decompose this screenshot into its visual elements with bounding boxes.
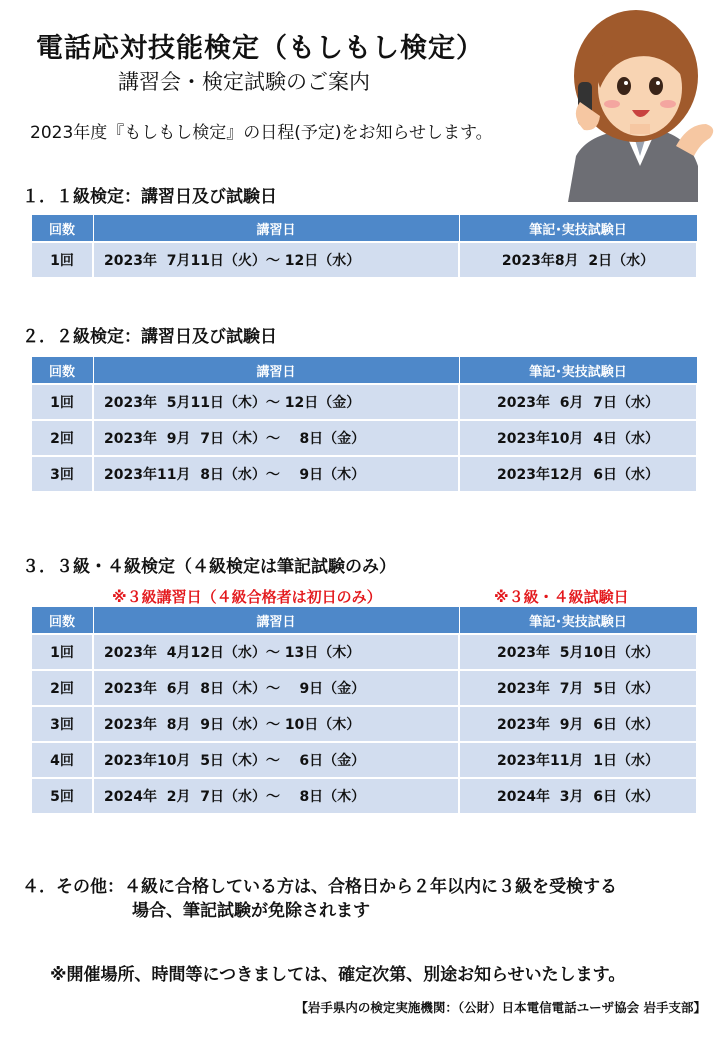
row-number: 1回 bbox=[31, 242, 93, 278]
header-times: 回数 bbox=[31, 607, 93, 635]
exam-date: 2023年8月 2日（水） bbox=[459, 242, 697, 278]
lecture-date: 2023年 4月12日（水）～ 13日（木） bbox=[93, 634, 459, 670]
header-times: 回数 bbox=[31, 357, 93, 385]
schedule-table-3 bbox=[30, 606, 698, 815]
exam-date: 2023年 5月10日（水） bbox=[459, 634, 697, 670]
section-2-heading: ２．２級検定：講習日及び試験日 bbox=[22, 327, 277, 347]
exam-date: 2023年10月 4日（水） bbox=[459, 420, 697, 456]
table-row bbox=[31, 634, 697, 670]
page-title: 電話応対技能検定（もしもし検定） bbox=[36, 33, 484, 64]
exam-date: 2023年 6月 7日（水） bbox=[459, 384, 697, 420]
exam-date: 2023年12月 6日（水） bbox=[459, 456, 697, 492]
exam-date: 2024年 3月 6日（水） bbox=[459, 778, 697, 814]
exam-date: 2023年 9月 6日（水） bbox=[459, 706, 697, 742]
lecture-date: 2024年 2月 7日（水）～ 8日（木） bbox=[93, 778, 459, 814]
row-number: 2回 bbox=[31, 670, 93, 706]
row-number: 2回 bbox=[31, 420, 93, 456]
header-lecture: 講習日 bbox=[93, 215, 459, 243]
table-row bbox=[31, 384, 697, 420]
row-number: 5回 bbox=[31, 778, 93, 814]
lecture-date: 2023年10月 5日（木）～ 6日（金） bbox=[93, 742, 459, 778]
lecture-date: 2023年 7月11日（火）～ 12日（水） bbox=[93, 242, 459, 278]
venue-notice: ※開催場所、時間等につきましては、確定次第、別途お知らせいたします。 bbox=[50, 965, 626, 985]
lecture-date: 2023年11月 8日（水）～ 9日（木） bbox=[93, 456, 459, 492]
header-lecture: 講習日 bbox=[93, 607, 459, 635]
woman-on-phone-icon bbox=[548, 6, 718, 202]
table-row bbox=[31, 778, 697, 814]
header-exam: 筆記･実技試験日 bbox=[459, 215, 697, 243]
page-subtitle: 講習会・検定試験のご案内 bbox=[118, 70, 370, 94]
other-note-line1: ４．その他：４級に合格している方は、合格日から２年以内に３級を受検する bbox=[22, 877, 617, 897]
table-row bbox=[31, 242, 697, 278]
organizer-footer: 【岩手県内の検定実施機関：（公財）日本電信電話ユーザ協会 岩手支部】 bbox=[295, 1000, 706, 1015]
other-note-line2: 場合、筆記試験が免除されます bbox=[132, 901, 370, 921]
header-exam: 筆記･実技試験日 bbox=[459, 357, 697, 385]
lecture-date: 2023年 6月 8日（木）～ 9日（金） bbox=[93, 670, 459, 706]
schedule-table-1 bbox=[30, 214, 698, 279]
table-row bbox=[31, 742, 697, 778]
schedule-table-2 bbox=[30, 356, 698, 493]
exam-note: ※３級・４級試験日 bbox=[494, 588, 629, 606]
section-3-heading: ３．３級・４級検定（４級検定は筆記試験のみ） bbox=[22, 557, 396, 577]
exam-date: 2023年 7月 5日（水） bbox=[459, 670, 697, 706]
header-exam: 筆記･実技試験日 bbox=[459, 607, 697, 635]
row-number: 4回 bbox=[31, 742, 93, 778]
row-number: 3回 bbox=[31, 456, 93, 492]
header-lecture: 講習日 bbox=[93, 357, 459, 385]
header-times: 回数 bbox=[31, 215, 93, 243]
row-number: 1回 bbox=[31, 634, 93, 670]
intro-text: 2023年度『もしもし検定』の日程(予定)をお知らせします。 bbox=[30, 123, 493, 143]
table-row bbox=[31, 420, 697, 456]
lecture-note: ※３級講習日（４級合格者は初日のみ） bbox=[112, 588, 382, 606]
lecture-date: 2023年 9月 7日（木）～ 8日（金） bbox=[93, 420, 459, 456]
table-row bbox=[31, 706, 697, 742]
lecture-date: 2023年 5月11日（木）～ 12日（金） bbox=[93, 384, 459, 420]
lecture-date: 2023年 8月 9日（水）～ 10日（木） bbox=[93, 706, 459, 742]
exam-date: 2023年11月 1日（水） bbox=[459, 742, 697, 778]
table-row bbox=[31, 456, 697, 492]
section-1-heading: １．１級検定：講習日及び試験日 bbox=[22, 187, 277, 207]
table-row bbox=[31, 670, 697, 706]
row-number: 3回 bbox=[31, 706, 93, 742]
row-number: 1回 bbox=[31, 384, 93, 420]
